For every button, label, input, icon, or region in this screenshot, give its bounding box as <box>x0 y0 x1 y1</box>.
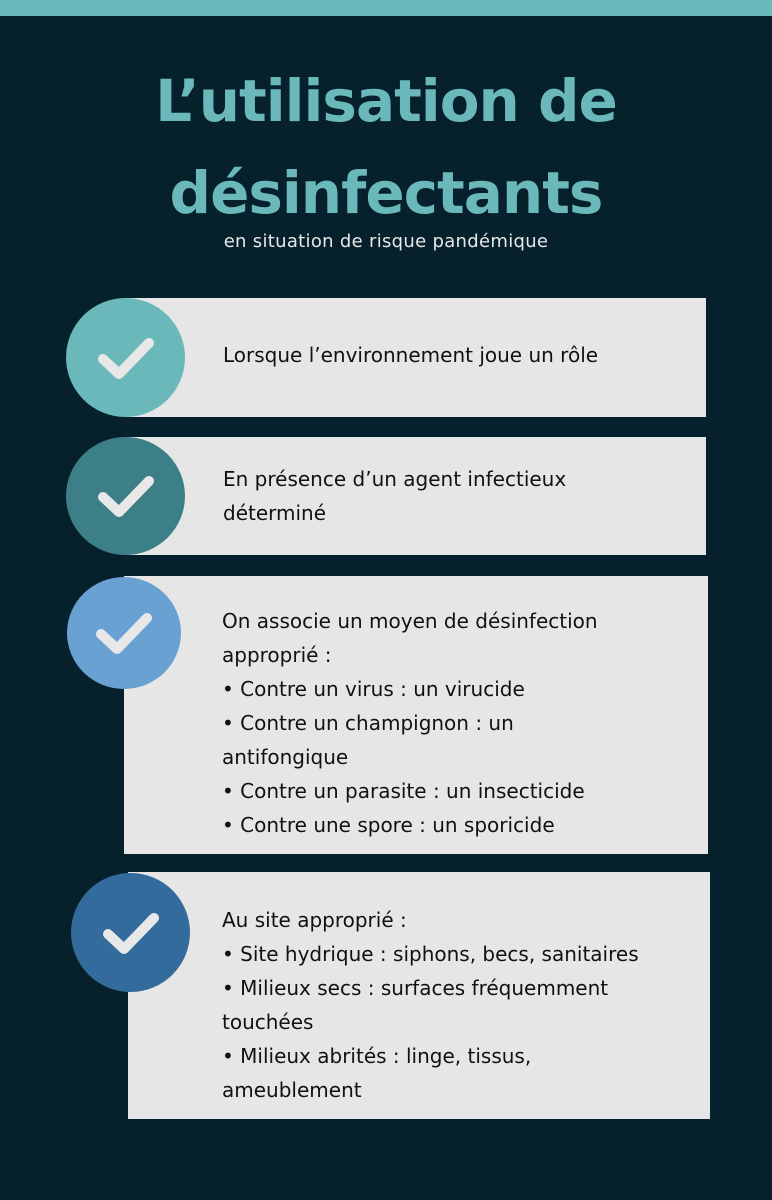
card-text-line: • Site hydrique : siphons, becs, sanitaires <box>222 942 639 966</box>
card-text-line: touchées <box>222 1010 314 1034</box>
card-text-line: • Milieux secs : surfaces fréquemment <box>222 976 609 1000</box>
check-icon <box>95 327 157 389</box>
check-icon <box>100 902 162 964</box>
card-text-line: • Contre un virus : un virucide <box>222 677 525 701</box>
page-title-line-1: L’utilisation de <box>155 67 617 135</box>
card-text-line: En présence d’un agent infectieux <box>223 467 567 491</box>
check-icon <box>93 602 155 664</box>
check-circle-4 <box>71 873 190 992</box>
card-text-line: Au site approprié : <box>222 908 407 932</box>
info-card-4 <box>128 872 710 1119</box>
check-circle-3 <box>67 577 181 689</box>
card-text-line: déterminé <box>223 501 327 525</box>
page-title-line-2: désinfectants <box>169 159 603 227</box>
check-circle-1 <box>66 298 185 417</box>
card-text-line: • Contre un champignon : un <box>222 711 514 735</box>
card-text-line: • Contre un parasite : un insecticide <box>222 779 585 803</box>
check-icon <box>95 465 157 527</box>
card-text-line: • Milieux abrités : linge, tissus, <box>222 1044 532 1068</box>
page-subtitle: en situation de risque pandémique <box>223 231 549 252</box>
check-circle-2 <box>66 437 185 555</box>
card-text-line: • Contre une spore : un sporicide <box>222 813 555 837</box>
card-text-line: ameublement <box>222 1078 362 1102</box>
info-card-3 <box>124 576 708 854</box>
info-card-2 <box>125 437 706 555</box>
card-text-line: Lorsque l’environnement joue un rôle <box>223 343 599 367</box>
info-card-1 <box>125 298 706 417</box>
card-text-line: approprié : <box>222 643 332 667</box>
top-accent-bar <box>0 0 772 16</box>
card-text-line: On associe un moyen de désinfection <box>222 609 598 633</box>
card-text-line: antifongique <box>222 745 349 769</box>
